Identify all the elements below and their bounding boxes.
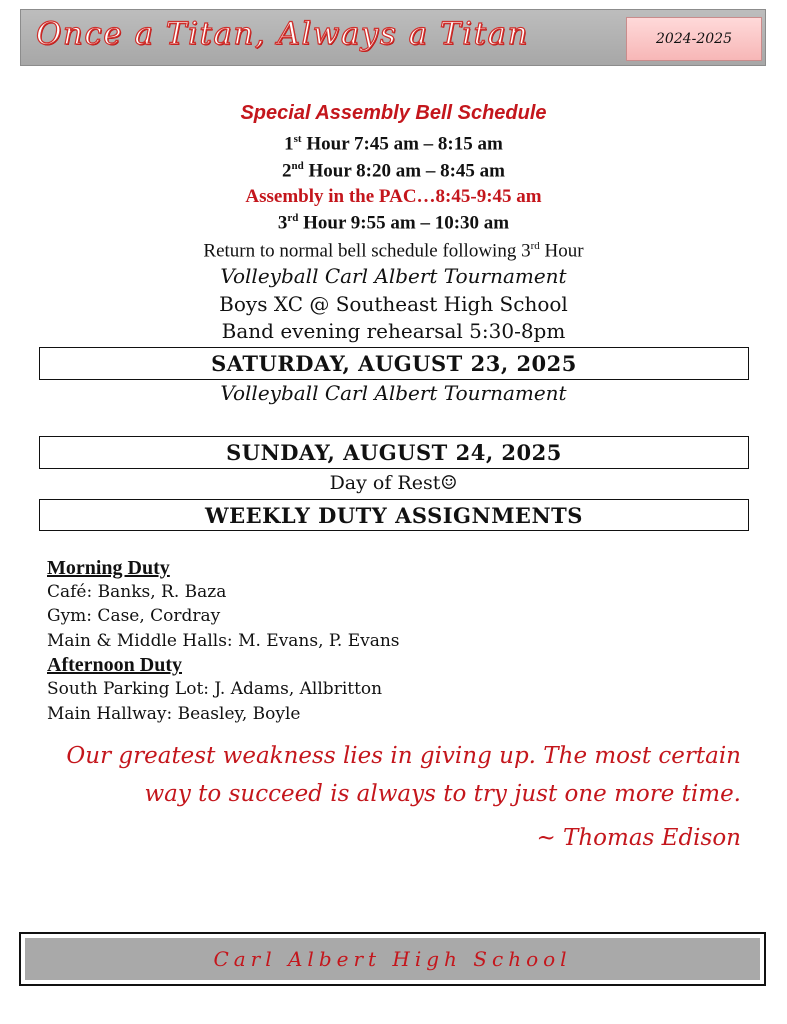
schedule-title: Special Assembly Bell Schedule: [240, 102, 547, 124]
schedule-hour-1: 1st Hour 7:45 am – 8:15 am: [284, 133, 503, 155]
sunday-heading: SUNDAY, AUGUST 24, 2025: [39, 436, 749, 469]
duty-line: South Parking Lot: J. Adams, Allbritton: [47, 679, 383, 699]
quote-line-2: way to succeed is always to try just one more time.: [144, 781, 741, 807]
morning-duty-title: Morning Duty: [47, 557, 170, 579]
saturday-heading: SATURDAY, AUGUST 23, 2025: [39, 347, 749, 380]
quote-author: ~ Thomas Edison: [536, 825, 741, 851]
school-year-badge: 2024-2025: [626, 17, 762, 61]
schedule-hour-2: 2nd Hour 8:20 am – 8:45 am: [282, 160, 505, 182]
schedule-assembly: Assembly in the PAC…8:45-9:45 am: [245, 186, 542, 207]
event-volleyball: Volleyball Carl Albert Tournament: [220, 264, 567, 288]
event-boys-xc: Boys XC @ Southeast High School: [219, 292, 568, 316]
quote-line-1: Our greatest weakness lies in giving up. The most certain: [66, 743, 741, 769]
duty-heading: WEEKLY DUTY ASSIGNMENTS: [39, 499, 749, 531]
schedule-hour-3: 3rd Hour 9:55 am – 10:30 am: [277, 212, 510, 234]
sunday-event: Day of Rest☺: [329, 472, 458, 494]
duty-line: Café: Banks, R. Baza: [47, 582, 227, 602]
afternoon-duty-title: Afternoon Duty: [47, 654, 182, 676]
duty-line: Main Hallway: Beasley, Boyle: [47, 704, 301, 724]
schedule-return-note: Return to normal bell schedule following 3rd Hour: [203, 240, 584, 262]
footer-school-name: Carl Albert High School: [25, 938, 760, 980]
school-motto: Once a Titan, Always a Titan: [36, 16, 529, 52]
event-band-rehearsal: Band evening rehearsal 5:30-8pm: [221, 319, 566, 343]
saturday-event: Volleyball Carl Albert Tournament: [220, 381, 567, 405]
duty-line: Gym: Case, Cordray: [47, 606, 221, 626]
footer-banner: [19, 932, 766, 986]
duty-line: Main & Middle Halls: M. Evans, P. Evans: [47, 631, 400, 651]
